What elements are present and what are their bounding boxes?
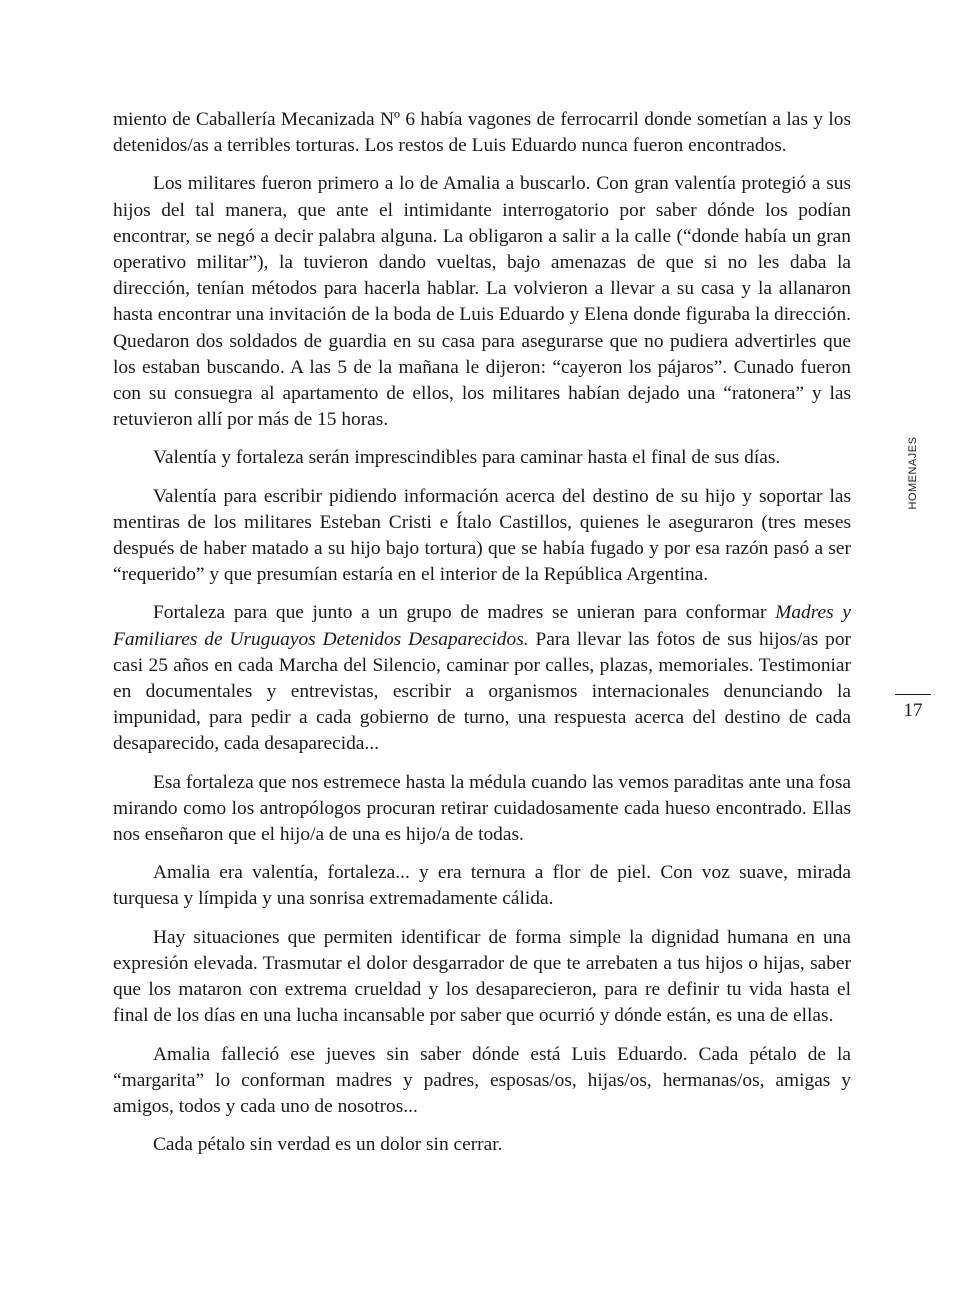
paragraph: Amalia era valentía, fortaleza... y era ternura a flor de piel. Con voz suave, mirada turquesa y límpida y una sonrisa extremadamente cálida. bbox=[113, 862, 851, 910]
section-label-text: HOMENAJES bbox=[907, 436, 919, 510]
paragraph: Amalia falleció ese jueves sin saber dónde está Luis Eduardo. Cada pétalo de la “margarita” lo conforman madres y padres, esposas/os, hijas/os, hermanas/os, amigas y amigos, todos y cada uno de nosotros... bbox=[113, 1043, 851, 1117]
paragraph: Cada pétalo sin verdad es un dolor sin cerrar. bbox=[153, 1134, 503, 1156]
section-label bbox=[893, 435, 933, 511]
paragraph bbox=[113, 600, 851, 757]
paragraph-text: Para llevar las fotos de sus hijos/as por casi 25 años en cada Marcha del Silencio, caminar por calles, plazas, memoriales. Testimoniar en documentales y entrevistas, escribir a organismos internacionales denunciando la impunidad, para pedir a cada gobierno de turno, una respuesta acerca del destino de cada desaparecido, cada desaparecida... bbox=[113, 628, 851, 755]
paragraph: Esa fortaleza que nos estremece hasta la médula cuando las vemos paraditas ante una fosa mirando como los antropólogos procuran retirar cuidadosamente cada hueso encontrado. Ellas nos enseñaron que el hijo/a de una es hijo/a de todas. bbox=[113, 771, 851, 846]
paragraph: Valentía y fortaleza serán imprescindibles para caminar hasta el final de sus días. bbox=[153, 447, 781, 469]
paragraph-text: Fortaleza para que junto a un grupo de madres se unieran para conformar bbox=[153, 602, 776, 624]
paragraph-continued: miento de Caballería Mecanizada Nº 6 había vagones de ferrocarril donde sometían a las y los detenidos/as a terribles torturas. Los restos de Luis Eduardo nunca fueron encontrados. bbox=[113, 109, 851, 157]
organization-name: Madres y Familiares de Uruguayos Detenidos Desaparecidos. bbox=[113, 602, 851, 650]
page-number-rule bbox=[895, 694, 931, 695]
paragraph: Valentía para escribir pidiendo información acerca del destino de su hijo y soportar las mentiras de los militares Esteban Cristi e Ítalo Castillos, quienes le aseguraron (tres meses después de haber matado a su hijo bajo tortura) que se había fugado y por esa razón pasó a ser “requerido” y que presumían estaría en el interior de la República Argentina. bbox=[113, 485, 851, 586]
page-number: 17 bbox=[903, 700, 923, 721]
paragraph: Los militares fueron primero a lo de Amalia a buscarlo. Con gran valentía protegió a sus hijos del tal manera, que ante el intimidante interrogatorio por saber dónde los podían encontrar, se negó a decir palabra alguna. La obligaron a salir a la calle (“donde había un gran operativo militar”), la tuvieron dando vueltas, bajo amenazas de que si no les daba la dirección, tenían métodos para hacerla hablar. La volvieron a llevar a su casa y la allanaron hasta encontrar una invitación de la boda de Luis Eduardo y Elena donde figuraba la dirección. Quedaron dos soldados de guardia en su casa para asegurarse que no pudiera advertirles que los estaban buscando. A las 5 de la mañana le dijeron: “cayeron los pájaros”. Cunado fueron con su consuegra al apartamento de ellos, los militares habían dejado una “ratonera” y las retuvieron allí por más de 15 horas. bbox=[113, 173, 851, 431]
body-text bbox=[113, 107, 851, 1170]
paragraph: Hay situaciones que permiten identificar de forma simple la dignidad humana en una expresión elevada. Trasmutar el dolor desgarrador de que te arrebaten a tus hijos o hijas, saber que los mataron con extrema crueldad y los desaparecieron, para re definir tu vida hasta el final de los días en una lucha incansable por saber que ocurrió y dónde están, es una de ellas. bbox=[113, 926, 851, 1027]
